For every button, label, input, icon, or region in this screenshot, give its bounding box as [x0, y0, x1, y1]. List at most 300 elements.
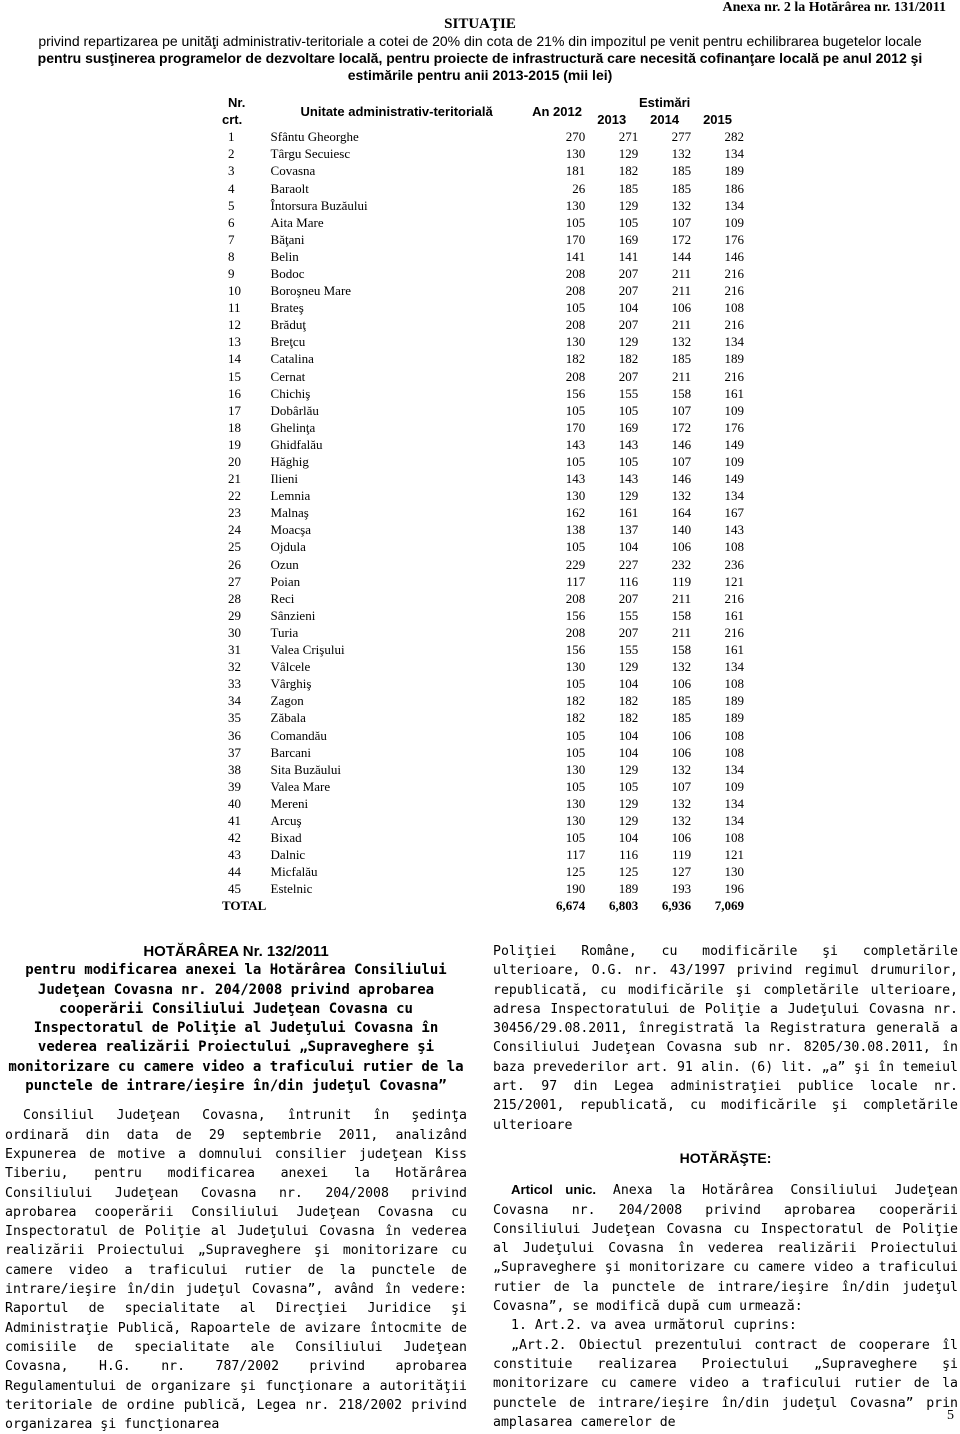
row-2014: 144: [671, 248, 692, 264]
table-row: [222, 556, 744, 573]
row-2013: 155: [618, 385, 639, 401]
row-unit: Poian: [270, 573, 301, 589]
row-2013: 105: [618, 778, 639, 794]
row-nr: 45: [228, 881, 241, 897]
row-2014: 107: [671, 214, 692, 230]
row-2014: 107: [671, 454, 692, 470]
row-2013: 129: [618, 659, 639, 675]
row-2013: 116: [619, 573, 639, 589]
row-2012: 208: [565, 590, 586, 606]
row-nr: 23: [228, 505, 241, 521]
row-2012: 130: [565, 197, 586, 213]
decision-preamble-left: Consiliul Judeţean Covasna, întrunit în şedinţa ordinară din data de 29 septembrie 2011, analizând Expunerea de motive a domnului consilier judeţean Kiss Tiberiu, pentru modificarea anexei la Hotărârea Consiliului Judeţean Covasna nr. 204/2008 privind aprobarea cooperării Consiliului Judeţean Covasna cu Inspectoratul de Poliţie al Judeţului Covasna în vederea realizării Proiectului „Supraveghere şi monitorizare cu camere video a traficului rutier de la punctele de intrare/ieşire în/din judeţul Covasna”, având în vedere: Raportul de specialitate al Direcţiei Juridice şi Administraţie Publică, Rapoartele de avizare întocmite de comisiile de specialitate ale Consiliului Judeţean Covasna, H.G. nr. 787/2002 privind aprobarea Regulamentului de organizare şi funcţionare a autorităţii teritoriale de ordine publică, Legea nr. 218/2002 privind organizarea şi funcţionarea: [5, 1108, 467, 1433]
table-row: [222, 692, 744, 709]
table-row: [222, 231, 744, 248]
row-2015: 108: [724, 830, 744, 846]
row-2013: 161: [618, 505, 639, 521]
row-2015: 134: [724, 812, 744, 828]
row-nr: 19: [228, 436, 241, 452]
row-2013: 207: [618, 624, 639, 640]
table-row: [222, 846, 744, 863]
row-nr: 14: [228, 351, 241, 367]
table-row: [222, 863, 744, 880]
row-2012: 182: [565, 351, 586, 367]
row-2013: 207: [618, 368, 639, 384]
row-unit: Moacşa: [270, 522, 311, 538]
row-2015: 216: [724, 624, 744, 640]
row-2012: 229: [565, 556, 586, 572]
row-2015: 134: [724, 197, 744, 213]
row-nr: 4: [228, 180, 235, 196]
document-title: SITUAŢIE: [444, 16, 516, 32]
row-unit: Hăghig: [270, 454, 309, 470]
row-unit: Lemnia: [270, 488, 311, 504]
row-nr: 6: [228, 214, 235, 230]
table-row: [222, 641, 744, 658]
article-2-text: „Art.2. Obiectul prezentului contract de cooperare îl constituie realizarea Proiectului „Supraveghere şi monitorizare cu camere video a traficului rutier de la punctele de intrare/ieşire în/din judeţul Covasna” prin amplasarea camerelor de: [493, 1337, 958, 1430]
row-2014: 140: [671, 522, 692, 538]
row-2013: 207: [618, 283, 639, 299]
row-unit: Aita Mare: [270, 214, 324, 230]
row-nr: 31: [228, 642, 241, 658]
page-number: 5: [947, 1408, 954, 1423]
row-2012: 130: [565, 146, 586, 162]
row-2014: 158: [671, 642, 692, 658]
row-2014: 185: [671, 180, 692, 196]
row-nr: 37: [228, 744, 241, 760]
total-value: 6,674: [556, 898, 586, 914]
row-unit: Ghelinţa: [270, 419, 316, 435]
row-2014: 211: [672, 590, 692, 606]
header-year-2012: An 2012: [532, 103, 582, 119]
row-nr: 33: [228, 676, 241, 692]
row-2012: 143: [565, 436, 586, 452]
row-2014: 158: [671, 607, 692, 623]
row-2013: 271: [618, 129, 639, 145]
row-2015: 186: [724, 180, 744, 196]
total-value: 7,069: [714, 898, 744, 914]
header-2013: 2013: [597, 112, 627, 128]
row-2012: 105: [565, 778, 586, 794]
row-2012: 182: [565, 710, 586, 726]
document-subtitle: [10, 33, 950, 84]
subtitle-line-1: privind repartizarea pe unităţi administrativ-teritoriale a cotei de 20% din cota de 21% din impozitul pe venit pentru echilibrarea bugetelor locale: [38, 33, 922, 49]
row-nr: 35: [228, 710, 241, 726]
row-nr: 32: [228, 659, 241, 675]
row-2013: 129: [618, 795, 639, 811]
row-2013: 169: [618, 231, 639, 247]
row-2014: 132: [671, 146, 692, 162]
row-2013: 129: [618, 197, 639, 213]
row-2015: 149: [724, 471, 744, 487]
row-2015: 149: [724, 436, 744, 452]
row-2013: 185: [618, 180, 639, 196]
row-nr: 38: [228, 761, 241, 777]
row-2012: 105: [565, 539, 586, 555]
row-2012: 130: [565, 488, 586, 504]
row-2012: 105: [565, 454, 586, 470]
table-row: [222, 214, 744, 231]
decision-right-column: [493, 942, 958, 1432]
row-nr: 5: [228, 197, 235, 213]
header-2015: 2015: [703, 112, 732, 128]
row-2013: 104: [618, 676, 639, 692]
row-2015: 161: [724, 385, 744, 401]
table-header-row-1: [222, 94, 744, 111]
row-2014: 185: [671, 693, 692, 709]
table-row: [222, 162, 744, 179]
row-2015: 161: [724, 642, 744, 658]
row-2012: 190: [565, 881, 586, 897]
row-2012: 130: [565, 761, 586, 777]
row-2015: 189: [724, 163, 744, 179]
row-unit: Bixad: [270, 830, 302, 846]
row-2015: 216: [724, 265, 744, 281]
table-row: [222, 487, 744, 504]
row-2012: 130: [565, 334, 586, 350]
total-label: TOTAL: [222, 898, 267, 914]
row-unit: Târgu Secuiesc: [270, 146, 351, 162]
decision-heading: [5, 942, 467, 1096]
row-2015: 134: [724, 761, 744, 777]
row-2015: 236: [724, 556, 744, 572]
row-2012: 181: [565, 163, 586, 179]
row-nr: 8: [228, 248, 235, 264]
table-row: [222, 419, 744, 436]
row-nr: 43: [228, 847, 241, 863]
table-row: [222, 197, 744, 214]
row-unit: Bodoc: [270, 265, 305, 281]
row-2013: 129: [618, 812, 639, 828]
decides-heading: HOTĂRĂŞTE:: [679, 1149, 772, 1166]
row-2013: 105: [618, 402, 639, 418]
row-2012: 143: [565, 471, 586, 487]
row-2012: 208: [565, 368, 586, 384]
row-unit: Estelnic: [270, 881, 313, 897]
sole-article-text: Anexa la Hotărârea Consiliului Judeţean Covasna nr. 204/2008 privind aprobarea cooperării Consiliului Judeţean Covasna cu Inspectoratul de Poliţie al Judeţului Covasna în vederea realizării Proiectului „Supraveghere şi monitorizare cu camere video a traficului rutier de la punctele de intrare/ieşire în/din judeţul Covasna”, se modifică după cum urmează:: [493, 1183, 958, 1315]
row-2015: 109: [724, 402, 744, 418]
row-2015: 121: [724, 847, 744, 863]
row-2012: 105: [565, 214, 586, 230]
row-2014: 119: [672, 847, 692, 863]
row-2012: 105: [565, 300, 586, 316]
table-row: [222, 265, 744, 282]
row-nr: 1: [228, 129, 235, 145]
table-row: [222, 333, 744, 350]
row-2013: 182: [618, 351, 639, 367]
row-2013: 105: [618, 454, 639, 470]
row-2012: 117: [566, 847, 586, 863]
row-2012: 26: [572, 180, 586, 196]
row-unit: Valea Mare: [270, 778, 331, 794]
row-2012: 170: [565, 419, 586, 435]
sole-article-label: Articol unic.: [511, 1182, 597, 1198]
row-2014: 106: [671, 830, 692, 846]
row-2013: 169: [618, 419, 639, 435]
row-unit: Ilieni: [270, 471, 298, 487]
table-row: [222, 624, 744, 641]
table-row: [222, 350, 744, 367]
row-unit: Turia: [270, 624, 299, 640]
row-2012: 208: [565, 265, 586, 281]
row-2013: 129: [618, 334, 639, 350]
row-2014: 232: [671, 556, 692, 572]
table-row: [222, 726, 744, 743]
row-2015: 108: [724, 744, 744, 760]
row-2014: 164: [671, 505, 692, 521]
table-row: [222, 829, 744, 846]
row-2013: 104: [618, 300, 639, 316]
row-unit: Comandău: [270, 727, 327, 743]
row-nr: 11: [228, 300, 241, 316]
row-2012: 105: [565, 402, 586, 418]
row-2014: 277: [671, 129, 692, 145]
row-nr: 42: [228, 830, 241, 846]
row-2015: 216: [724, 283, 744, 299]
row-unit: Ojdula: [270, 539, 306, 555]
row-unit: Dalnic: [270, 847, 306, 863]
row-2015: 134: [724, 146, 744, 162]
row-unit: Valea Crişului: [270, 642, 345, 658]
table-row: [222, 675, 744, 692]
table-row: [222, 744, 744, 761]
row-2015: 109: [724, 778, 744, 794]
row-2015: 143: [724, 522, 744, 538]
row-unit: Micfalău: [270, 864, 318, 880]
subtitle-line-3: estimările pentru anii 2013-2015 (mii lei): [347, 67, 613, 83]
row-2013: 227: [618, 556, 639, 572]
row-2012: 130: [565, 659, 586, 675]
row-2014: 132: [671, 812, 692, 828]
row-nr: 40: [228, 795, 241, 811]
row-unit: Brateş: [270, 300, 304, 316]
total-value: 6,936: [661, 898, 692, 914]
table-row: [222, 538, 744, 555]
row-2012: 156: [565, 607, 586, 623]
row-2014: 106: [671, 744, 692, 760]
row-nr: 24: [228, 522, 241, 538]
table-row: [222, 436, 744, 453]
row-unit: Malnaş: [270, 505, 309, 521]
row-2015: 189: [724, 351, 744, 367]
row-nr: 3: [228, 163, 235, 179]
table-row: [222, 573, 744, 590]
row-2012: 125: [565, 864, 586, 880]
table-row: [222, 402, 744, 419]
decision-preamble-right: Poliţiei Române, cu modificările şi completările ulterioare, O.G. nr. 43/1997 privind regimul drumurilor, republicată, cu modificările şi completările ulterioare, adresa Inspectoratului de Poliţie a Judeţului Covasna nr. 30456/29.08.2011, înregistrată la Registratura generală a Consiliului Judeţean Covasna sub nr. 8205/30.08.2011, în baza prevederilor art. 91 alin. (6) lit. „a” şi în temeiul art. 97 din Legea administraţiei publice locale nr. 215/2001, republicată, cu modificările şi completările ulterioare: [493, 944, 958, 1133]
row-nr: 22: [228, 488, 241, 504]
row-2014: 106: [671, 539, 692, 555]
row-unit: Belin: [270, 248, 299, 264]
row-2014: 107: [671, 402, 692, 418]
subtitle-line-2: pentru susţinerea programelor de dezvoltare locală, pentru proiecte de infrastructură care necesită cofinanţare locală pe anul 2012 şi: [37, 50, 923, 66]
row-2014: 132: [671, 795, 692, 811]
row-2015: 189: [724, 693, 744, 709]
row-unit: Brăduţ: [270, 317, 306, 333]
header-nr: Nr.: [228, 95, 246, 111]
row-unit: Sita Buzăului: [270, 761, 341, 777]
table-row: [222, 282, 744, 299]
table-row: [222, 795, 744, 812]
table-row: [222, 470, 744, 487]
table-row: [222, 812, 744, 829]
row-unit: Vâlcele: [270, 659, 311, 675]
row-2013: 182: [618, 163, 639, 179]
row-unit: Băţani: [270, 231, 305, 247]
row-2015: 196: [724, 881, 744, 897]
row-2015: 108: [724, 676, 744, 692]
row-2014: 211: [672, 317, 692, 333]
row-2012: 182: [565, 693, 586, 709]
row-2014: 132: [671, 659, 692, 675]
row-2012: 162: [565, 505, 586, 521]
table-row: [222, 590, 744, 607]
row-nr: 13: [228, 334, 241, 350]
row-2013: 129: [618, 761, 639, 777]
row-nr: 15: [228, 368, 241, 384]
row-nr: 9: [228, 265, 235, 281]
row-2015: 282: [724, 129, 744, 145]
row-2015: 146: [724, 248, 744, 264]
row-2014: 146: [671, 436, 692, 452]
table-row: [222, 778, 744, 795]
row-nr: 7: [228, 231, 235, 247]
row-2015: 121: [724, 573, 744, 589]
table-row: [222, 607, 744, 624]
row-2014: 132: [671, 488, 692, 504]
row-2012: 138: [565, 522, 586, 538]
row-2014: 185: [671, 163, 692, 179]
row-2012: 156: [565, 642, 586, 658]
row-nr: 20: [228, 454, 241, 470]
row-2014: 132: [671, 761, 692, 777]
row-nr: 10: [228, 283, 241, 299]
table-row: [222, 316, 744, 333]
row-2012: 117: [566, 573, 586, 589]
row-2015: 216: [724, 590, 744, 606]
row-nr: 18: [228, 419, 241, 435]
table-row: [222, 880, 744, 897]
row-2014: 106: [671, 676, 692, 692]
row-2013: 155: [618, 607, 639, 623]
row-unit: Cernat: [270, 368, 306, 384]
row-2015: 109: [724, 454, 744, 470]
row-2013: 182: [618, 693, 639, 709]
row-unit: Zăbala: [270, 710, 306, 726]
row-unit: Sfântu Gheorghe: [270, 129, 359, 145]
row-2013: 141: [618, 248, 639, 264]
row-unit: Chichiş: [270, 385, 311, 401]
table-row: [222, 179, 744, 196]
row-nr: 21: [228, 471, 241, 487]
row-unit: Zagon: [270, 693, 304, 709]
table-row: [222, 658, 744, 675]
row-2015: 134: [724, 334, 744, 350]
row-2013: 189: [618, 881, 639, 897]
row-nr: 16: [228, 385, 241, 401]
row-2013: 105: [618, 214, 639, 230]
row-2013: 104: [618, 727, 639, 743]
row-2012: 105: [565, 744, 586, 760]
row-2015: 130: [724, 864, 744, 880]
row-unit: Vârghiş: [270, 676, 312, 692]
row-2013: 137: [618, 522, 639, 538]
row-2012: 105: [565, 676, 586, 692]
table-row: [222, 709, 744, 726]
row-2013: 155: [618, 642, 639, 658]
row-unit: Baraolt: [270, 180, 309, 196]
row-unit: Mereni: [270, 795, 309, 811]
row-2013: 207: [618, 590, 639, 606]
row-2014: 106: [671, 300, 692, 316]
row-unit: Breţcu: [270, 334, 306, 350]
row-2013: 116: [619, 847, 639, 863]
table-total-row: [222, 897, 744, 914]
row-2012: 105: [565, 830, 586, 846]
row-2012: 105: [565, 727, 586, 743]
row-2014: 106: [671, 727, 692, 743]
point-1: 1. Art.2. va avea următorul cuprins:: [511, 1318, 797, 1334]
row-2014: 185: [671, 351, 692, 367]
decision-left-column: [5, 942, 467, 1434]
header-crt: crt.: [222, 112, 243, 128]
annex-reference: Anexa nr. 2 la Hotărârea nr. 131/2011: [722, 0, 946, 15]
row-unit: Boroşneu Mare: [270, 283, 352, 299]
header-2014: 2014: [650, 112, 680, 128]
row-2015: 216: [724, 317, 744, 333]
row-nr: 30: [228, 624, 241, 640]
row-2013: 207: [618, 317, 639, 333]
row-2014: 146: [671, 471, 692, 487]
table-row: [222, 761, 744, 778]
row-unit: Barcani: [270, 744, 311, 760]
row-2015: 216: [724, 368, 744, 384]
table-row: [222, 504, 744, 521]
row-nr: 28: [228, 590, 241, 606]
row-2015: 176: [724, 419, 744, 435]
row-2013: 129: [618, 146, 639, 162]
row-2015: 108: [724, 300, 744, 316]
row-2014: 185: [671, 710, 692, 726]
row-unit: Reci: [270, 590, 295, 606]
table-row: [222, 128, 744, 145]
row-2012: 170: [565, 231, 586, 247]
row-nr: 12: [228, 317, 241, 333]
row-nr: 2: [228, 146, 235, 162]
row-2013: 104: [618, 744, 639, 760]
row-2012: 130: [565, 812, 586, 828]
decision-subject: pentru modificarea anexei la Hotărârea Consiliului Judeţean Covasna nr. 204/2008 privind aprobarea cooperării Consiliului Judeţean Covasna cu Inspectoratul de Poliţie al Judeţului Covasna în vederea realizării Proiectului „Supraveghere şi monitorizare cu camere video a traficului rutier de la punctele de intrare/ieşire în/din judeţul Covasna”: [8, 962, 464, 1095]
row-2015: 108: [724, 727, 744, 743]
row-2014: 132: [671, 197, 692, 213]
header-estimates: Estimări: [638, 95, 691, 111]
row-unit: Ozun: [270, 556, 299, 572]
decision-number: HOTĂRÂREA Nr. 132/2011: [143, 943, 329, 960]
allocation-table: [222, 94, 744, 915]
row-2013: 125: [618, 864, 639, 880]
row-nr: 26: [228, 556, 241, 572]
row-2012: 130: [565, 795, 586, 811]
row-2014: 193: [671, 881, 692, 897]
row-2012: 270: [565, 129, 586, 145]
row-2015: 161: [724, 607, 744, 623]
row-2013: 104: [618, 830, 639, 846]
row-nr: 41: [228, 812, 241, 828]
row-nr: 36: [228, 727, 241, 743]
row-unit: Sânzieni: [270, 607, 316, 623]
header-unit: Unitate administrativ-teritorială: [300, 103, 493, 119]
row-2015: 134: [724, 488, 744, 504]
